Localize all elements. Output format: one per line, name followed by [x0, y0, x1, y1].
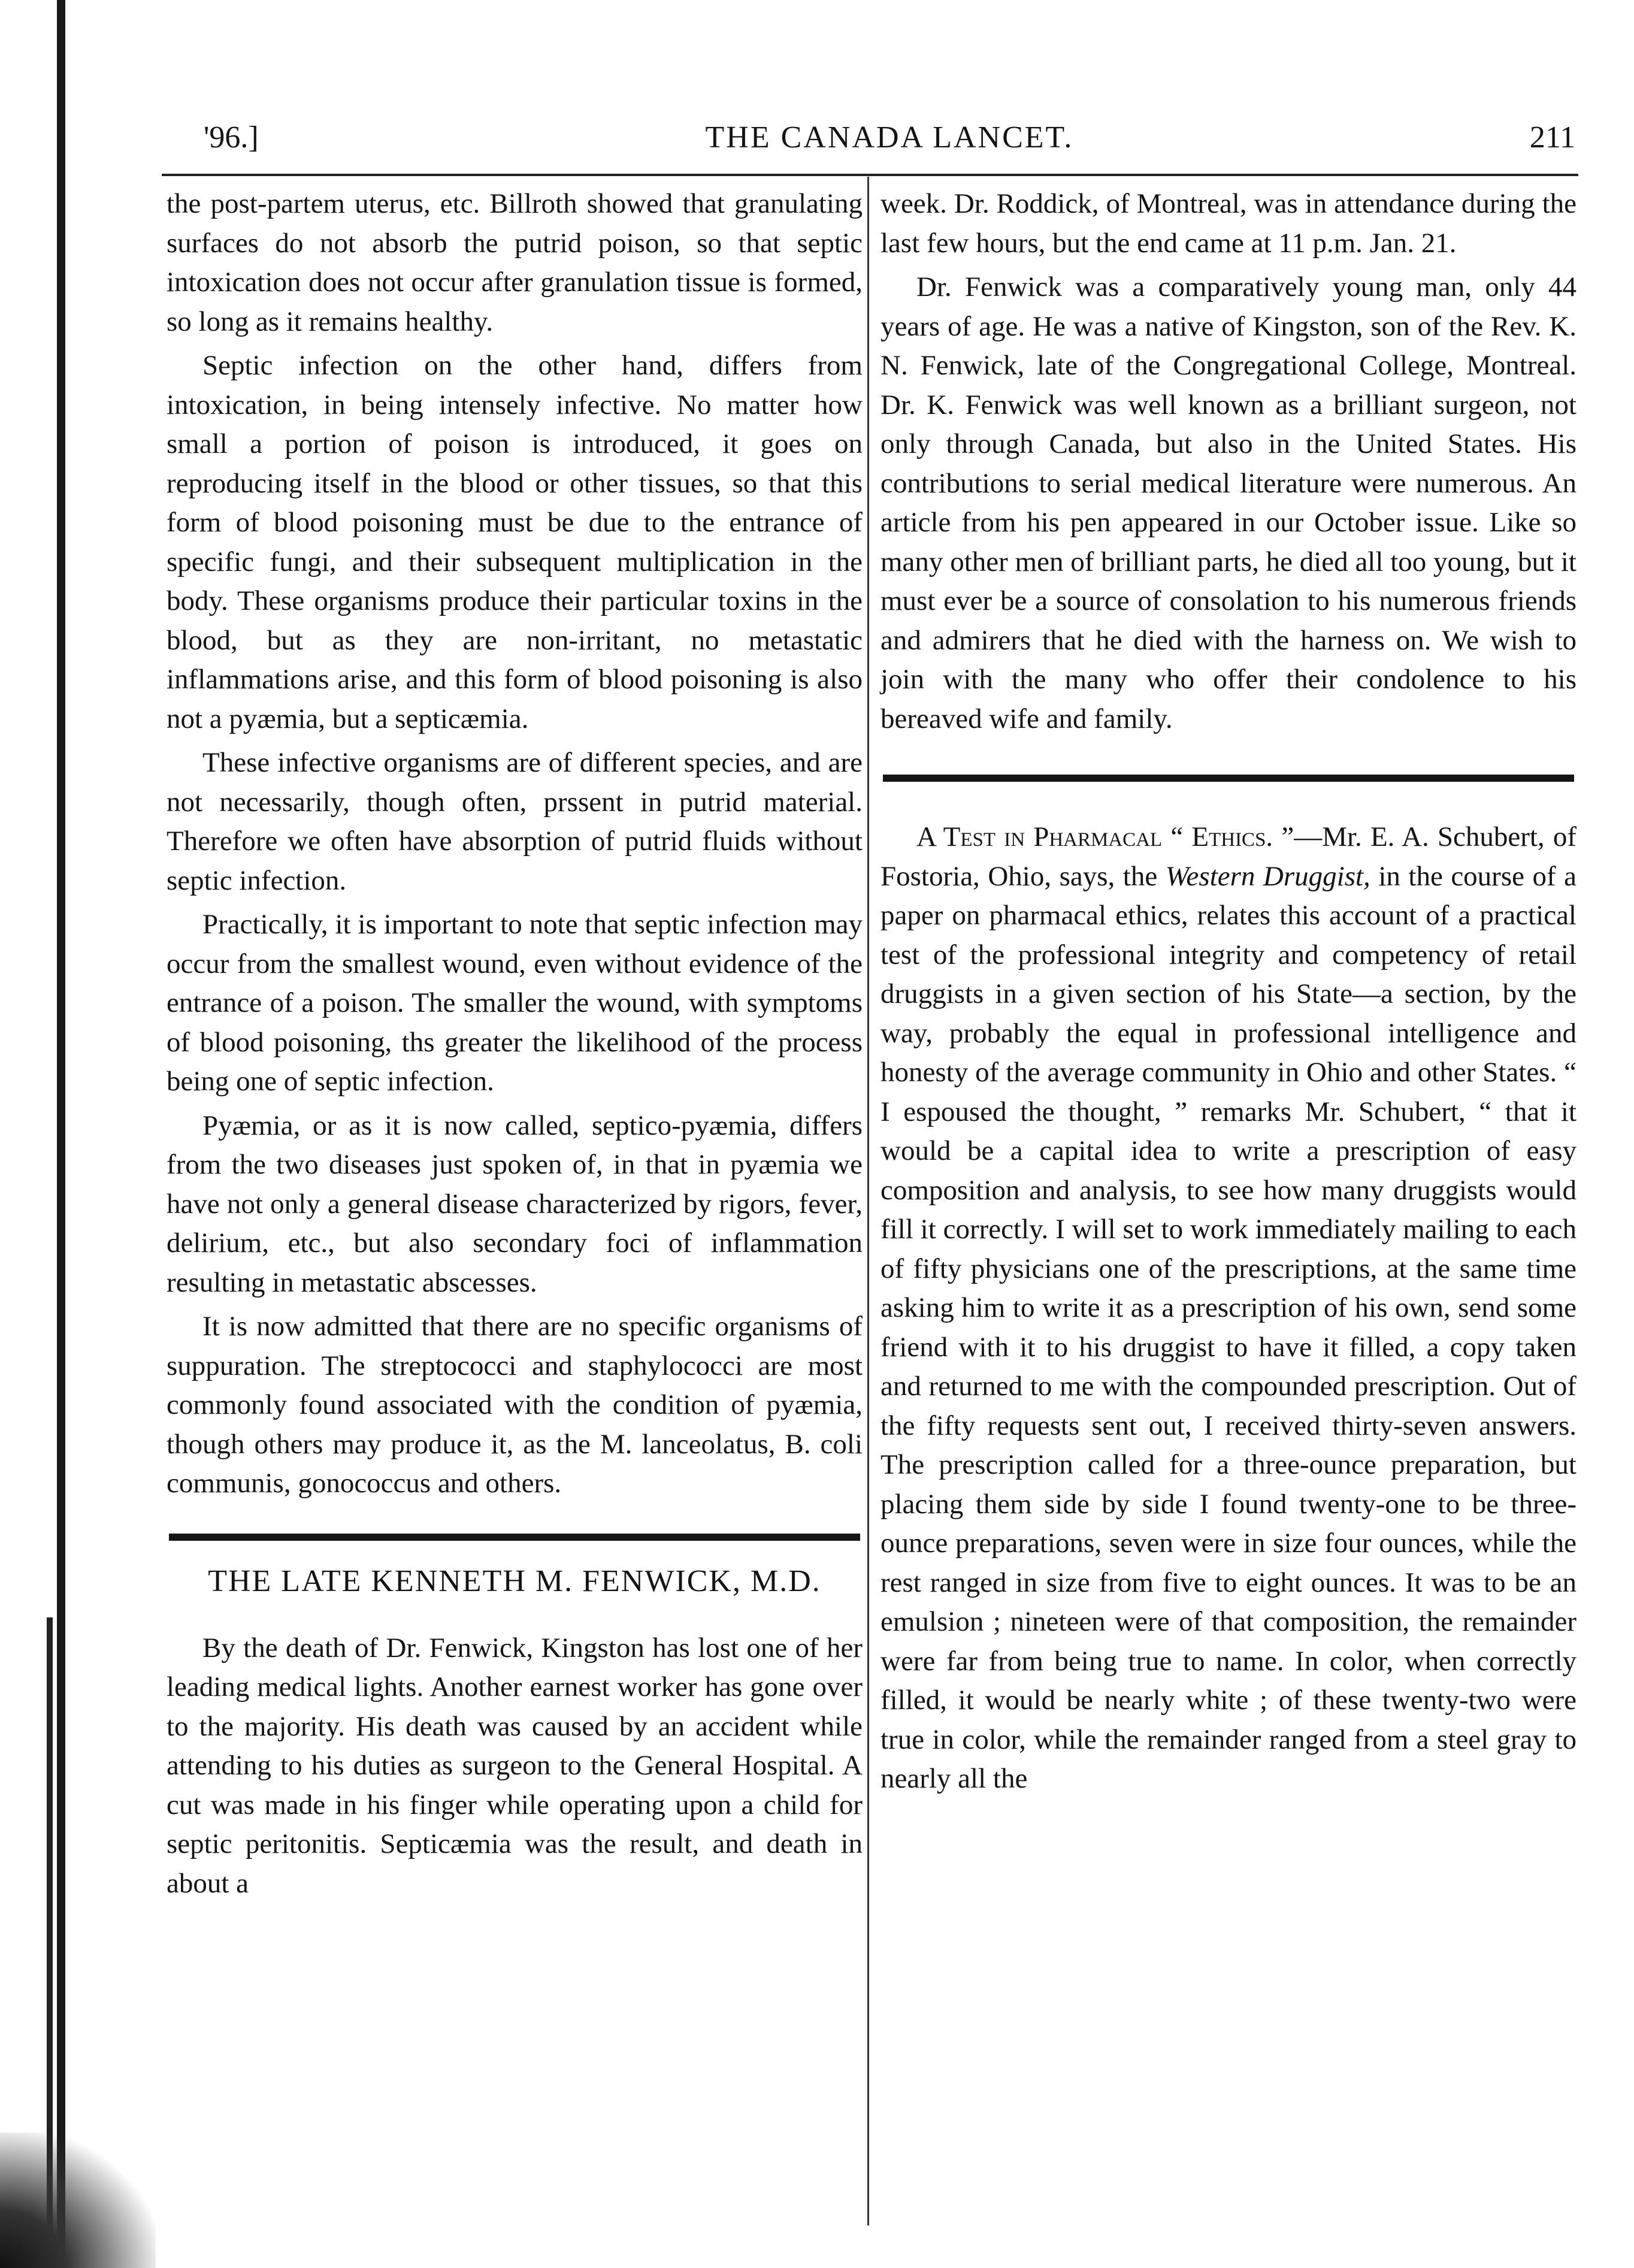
running-head [198, 120, 1581, 162]
paragraph: Dr. Fenwick was a comparatively young man, only 44 years of age. He was a native of Kingston, son of the Rev. K. N. Fenwick, late of the Congregational College, Montreal. Dr. K. Fenwick was well known as a brilliant surgeon, not only through Canada, but also in the United States. His contributions to serial medical literature were numerous. An article from his pen appeared in our October issue. Like so many other men of brilliant parts, he died all too young, but it must ever be a source of consolation to his numerous friends and admirers that he died with the harness on. We wish to join with the many who offer their condolence to his bereaved wife and family. [880, 271, 1576, 734]
corner-shadow [0, 2133, 156, 2268]
article-lead: —Mr. E. A. Schubert, of Fostoria, Ohio, says, the [880, 821, 1576, 892]
paragraph: the post-partem uterus, etc. Billroth showed that granulating surfaces do not absorb the putrid poison, so that septic intoxication does not occur after granulation tissue is formed, so long as it remains healthy. [167, 188, 863, 337]
paragraph: Practically, it is important to note that septic infection may occur from the smallest wound, even without evidence of the entrance of a poison. The smaller the wound, with symptoms of blood poisoning, ths greater the likelihood of the process being one of septic infection. [167, 909, 863, 1097]
obituary-title: THE LATE KENNETH M. FENWICK, M.D. [208, 1564, 821, 1598]
paragraph: It is now admitted that there are no specific organisms of suppuration. The streptococci and staphylococci are most commonly found associated with the condition of pyæmia, though others may produce it, as the M. lanceolatus, B. coli communis, gonococcus and others. [167, 1311, 863, 1499]
paragraph: Septic infection on the other hand, differs from intoxication, in being intensely infective. No matter how small a portion of poison is introduced, it goes on reproducing itself in the blood or other tissues, so that this form of blood poisoning must be due to the entrance of specific fungi, and their subsequent multiplication in the body. These organisms produce their particular toxins in the blood, but as they are non-irritant, no metastatic inflammations arise, and this form of blood poisoning is also not a pyæmia, but a septicæmia. [167, 350, 863, 734]
volume-year: '96.] [204, 120, 259, 155]
article-heading: A Test in Pharmacal “ Ethics. ” [916, 821, 1294, 852]
journal-title: THE CANADA LANCET. [705, 120, 1074, 155]
page-number: 211 [1529, 120, 1575, 155]
paragraph: week. Dr. Roddick, of Montreal, was in attendance during the last few hours, but the end came at 11 p.m. Jan. 21. [880, 188, 1576, 259]
column-divider [867, 177, 869, 2225]
paragraph: These infective organisms are of different species, and are not necessarily, though often, prssent in putrid material. Therefore we often have absorption of putrid fluids without septic infection. [167, 747, 863, 896]
article-source: Western Druggist, [1165, 860, 1370, 892]
section-rule [883, 775, 1574, 782]
article-paragraph [880, 818, 1576, 1799]
binding-edge [57, 0, 65, 2268]
article-body: in the course of a paper on pharmacal ethics, relates this account of a practical test of the professional integrity and competency of retail druggists in a given section of his State—a section, by the way, probably the equal in professional intelligence and honesty of the average community in Ohio and other States. “ I espoused the thought, ” remarks Mr. Schubert, “ that it would be a capital idea to write a prescription of easy composition and analysis, to see how many druggists would fill it correctly. I will set to work immediately mailing to each of fifty physicians one of the prescriptions, at the same time asking him to write it as a prescription of his own, send some friend with it to his druggist to have it filled, a copy taken and returned to me with the compounded prescription. Out of the fifty requests sent out, I received thirty-seven answers. The prescription called for a three-ounce preparation, but placing them side by side I found twenty-one to be three-ounce preparations, seven were in size four ounces, while the rest ranged in size from five to eight ounces. It was to be an emulsion ; nineteen were of that composition, the remainder were far from being true to name. In color, when correctly filled, it would be nearly white ; of these twenty-two were true in color, while the remainder ranged from a steel gray to nearly all the [880, 860, 1577, 1794]
header-rule [162, 174, 1578, 176]
right-column [880, 185, 1576, 1804]
left-column [167, 185, 863, 1908]
paragraph: Pyæmia, or as it is now called, septico-pyæmia, differs from the two diseases just spoken of, in that in pyæmia we have not only a general disease characterized by rigors, fever, delirium, etc., but also secondary foci of inflammation resulting in metastatic abscesses. [167, 1109, 863, 1298]
paragraph: By the death of Dr. Fenwick, Kingston has lost one of her leading medical lights. Another earnest worker has gone over to the majority. His death was caused by an accident while attending to his duties as surgeon to the General Hospital. A cut was made in his finger while operating upon a child for septic peritonitis. Septicæmia was the result, and death in about a [167, 1632, 863, 1899]
section-rule [169, 1534, 860, 1541]
